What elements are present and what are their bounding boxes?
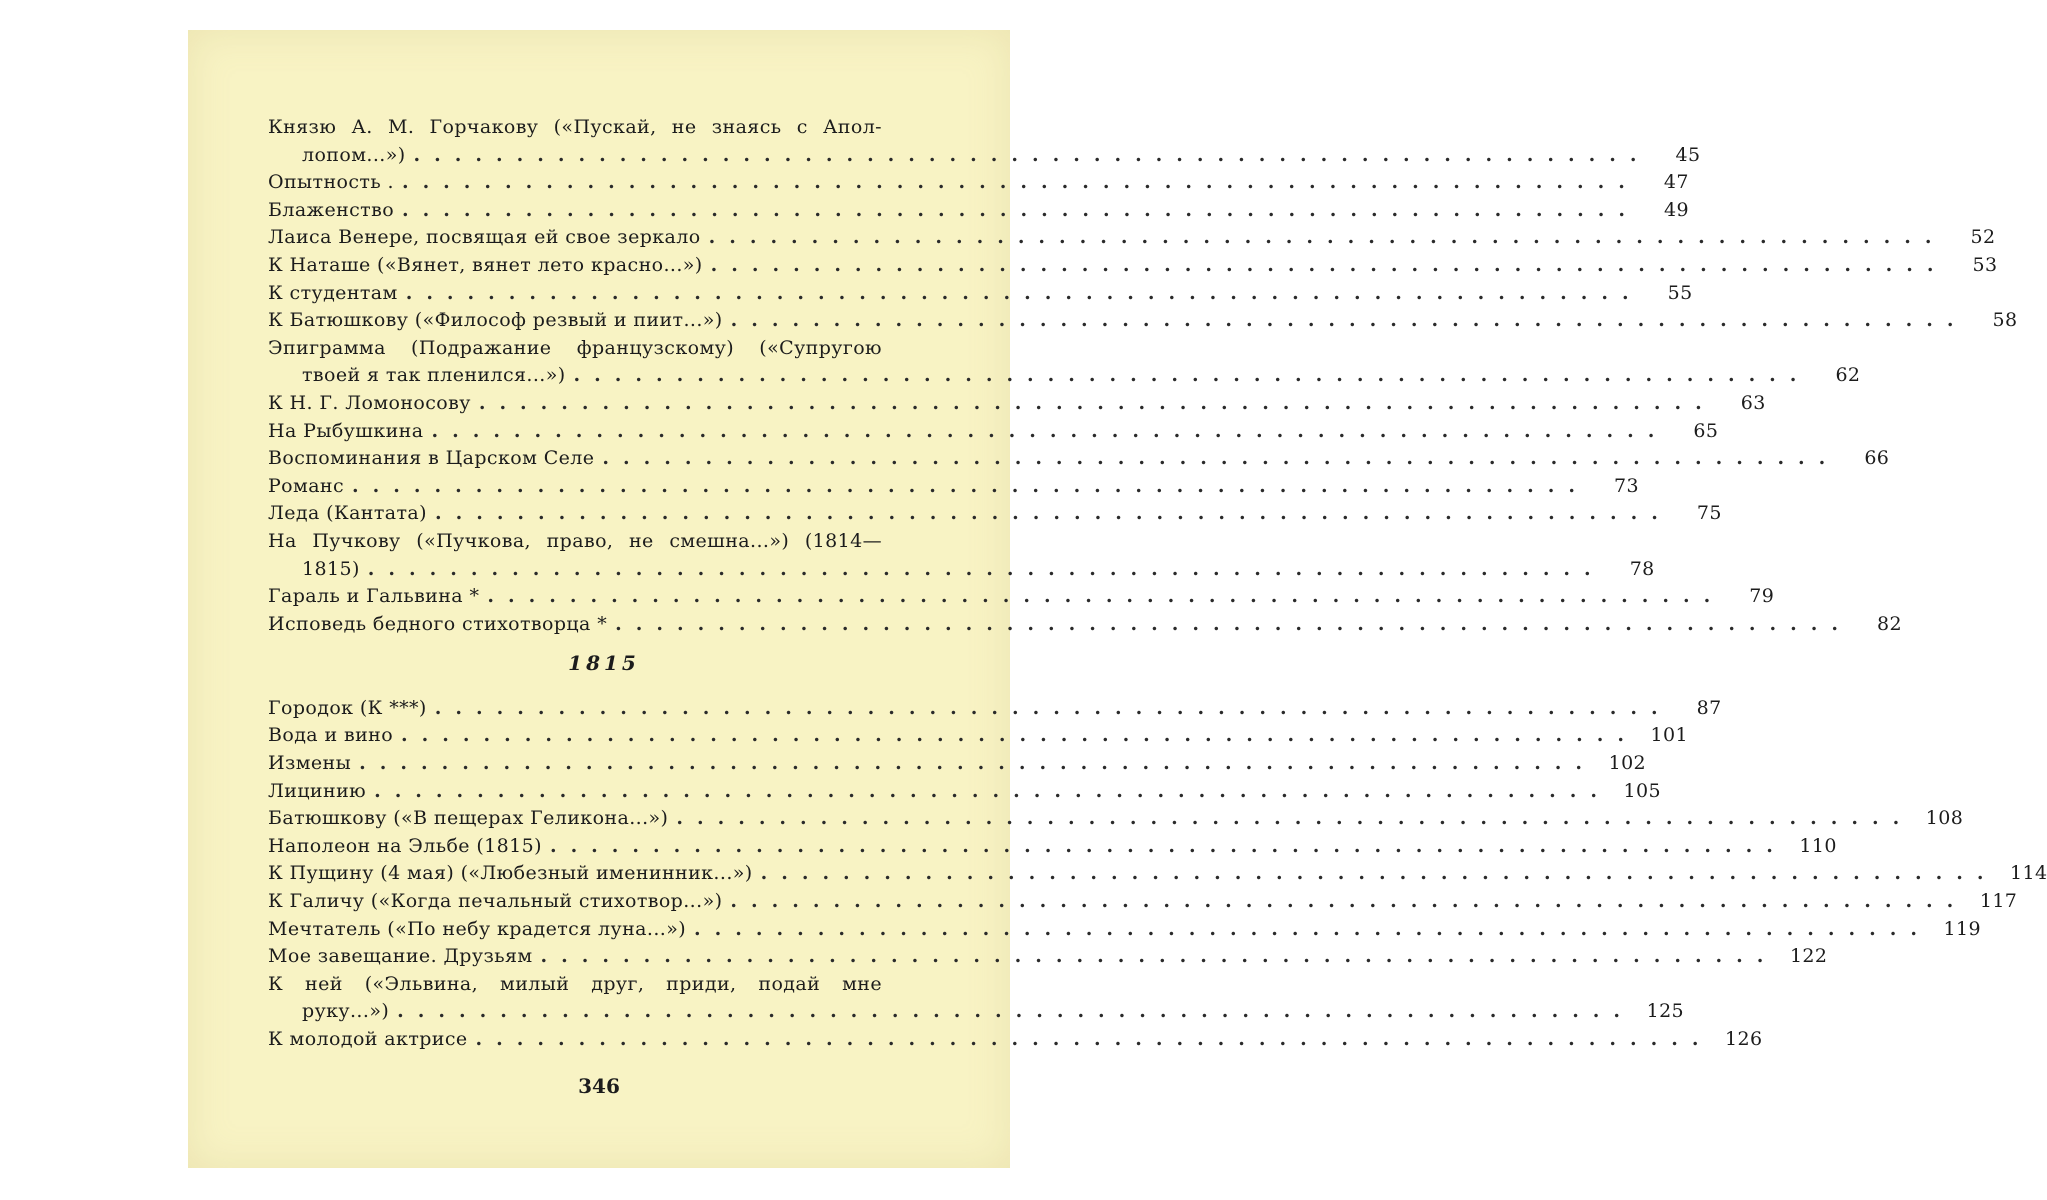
dot-leader: ............................................................ xyxy=(694,917,1931,940)
toc-entry-line xyxy=(268,390,1766,418)
toc-entry-title: На Рыбушкина xyxy=(268,419,424,442)
toc-entry-line xyxy=(268,971,940,999)
dot-leader: ............................................................ xyxy=(434,696,1672,719)
toc-entry-title: руку...») xyxy=(302,1000,390,1023)
toc-entry-continuation xyxy=(268,998,1685,1026)
dot-leader: ............................................................ xyxy=(401,171,1639,194)
book-page xyxy=(188,30,2047,1168)
toc-entry-page: 45 xyxy=(1675,143,1701,166)
toc-entry-page: 82 xyxy=(1877,612,1903,635)
toc-entry-line xyxy=(268,307,2018,335)
toc-entry xyxy=(268,335,1861,390)
toc-entry xyxy=(268,805,1964,833)
toc-entry-line xyxy=(268,169,1689,197)
toc-entry-line xyxy=(268,500,1722,528)
toc-entry xyxy=(268,390,1766,418)
toc-entry-title: К ней («Эльвина, милый друг, приди, подай мне xyxy=(268,972,882,995)
toc-entry-page: 101 xyxy=(1650,724,1688,747)
toc-entry-title: К молодой актрисе xyxy=(268,1028,468,1050)
toc-entry-title: Мое завещание. Друзьям xyxy=(268,945,533,968)
toc-entry-page: 126 xyxy=(1724,1028,1763,1050)
dot-leader: ............................................................ xyxy=(573,364,1811,387)
toc-entry-line xyxy=(268,528,940,556)
toc-entry-line xyxy=(268,197,1689,225)
toc-entry xyxy=(268,418,1719,446)
toc-entry-line xyxy=(268,750,1647,778)
toc-entry-continuation xyxy=(268,362,1861,390)
toc-entry-title: Эпиграмма (Подражание французскому) («Супругою xyxy=(268,336,882,359)
toc-entry-title: Вода и вино xyxy=(268,724,394,747)
toc-entry xyxy=(268,611,1903,639)
toc-entry-line xyxy=(268,943,1828,971)
toc-entry-line xyxy=(268,224,1996,252)
toc-entry-page: 110 xyxy=(1799,834,1837,857)
toc-entry-line xyxy=(268,418,1719,446)
toc-entry-line xyxy=(268,916,1981,944)
dot-leader: ............................................................ xyxy=(397,1000,1635,1023)
toc-entry-page: 79 xyxy=(1749,585,1775,608)
toc-entry xyxy=(268,971,1685,1026)
toc-entry-line xyxy=(268,695,1722,723)
dot-leader: ............................................................ xyxy=(431,419,1669,442)
toc-entry-title: К Н. Г. Ломоносову xyxy=(268,391,471,414)
toc-section-1 xyxy=(268,114,2018,638)
toc-entry-page: 73 xyxy=(1613,474,1639,497)
toc-entry xyxy=(268,695,1722,723)
dot-leader: ............................................................ xyxy=(602,447,1840,470)
dot-leader: ............................................................ xyxy=(367,557,1605,580)
toc-entry xyxy=(268,860,2047,888)
toc-entry-title: Воспоминания в Царском Селе xyxy=(268,447,595,470)
toc-entry-title: Князю А. М. Горчакову («Пускай, не знаясь с Апол- xyxy=(268,116,882,138)
toc-entry xyxy=(268,252,1998,280)
dot-leader: ............................................................ xyxy=(710,253,1948,276)
dot-leader: ............................................................ xyxy=(475,1028,1713,1050)
dot-leader: ............................................................ xyxy=(676,807,1914,830)
toc-entry xyxy=(268,307,2018,335)
toc-entry-title: К Галичу («Когда печальный стихотвор...») xyxy=(268,890,723,913)
dot-leader: ............................................................ xyxy=(413,143,1651,166)
toc-entry-page: 119 xyxy=(1943,917,1981,940)
toc-entry xyxy=(268,445,1890,473)
toc-entry-page: 87 xyxy=(1696,696,1722,719)
toc-entry-line xyxy=(268,445,1890,473)
page-number: 346 xyxy=(578,1074,620,1098)
toc-entry xyxy=(268,224,1996,252)
dot-leader: ............................................................ xyxy=(487,585,1725,608)
toc-entry-line xyxy=(268,335,940,363)
dot-leader: ............................................................ xyxy=(352,474,1589,497)
toc-entry xyxy=(268,888,2018,916)
dot-leader: ............................................................ xyxy=(359,752,1597,775)
toc-entry xyxy=(268,722,1688,750)
dot-leader: ............................................................ xyxy=(374,779,1611,802)
toc-entry-title: Наполеон на Эльбе (1815) xyxy=(268,834,542,857)
toc-entry-line xyxy=(268,805,1964,833)
toc-entry-page: 122 xyxy=(1789,945,1828,968)
toc-entry-line xyxy=(268,473,1639,501)
toc-entry-line xyxy=(268,583,1775,611)
toc-entry-page: 114 xyxy=(2010,862,2047,885)
toc-entry xyxy=(268,916,1981,944)
toc-entry xyxy=(268,280,1693,308)
dot-leader: ............................................................ xyxy=(760,862,1998,885)
toc-entry-page: 105 xyxy=(1623,779,1661,802)
toc-entry xyxy=(268,473,1639,501)
toc-entry-title: Исповедь бедного стихотворца * xyxy=(268,612,608,635)
toc-entry-page: 117 xyxy=(1979,890,2018,913)
dot-leader: ............................................................ xyxy=(708,226,1946,249)
dot-leader: ............................................................ xyxy=(730,309,1968,332)
toc-entry-line xyxy=(268,252,1998,280)
toc-entry-continuation xyxy=(268,142,1701,170)
toc-entry-title: К Пущину (4 мая) («Любезный именинник...») xyxy=(268,862,753,885)
toc-entry-page: 66 xyxy=(1864,447,1890,470)
toc-entry-title: Мечтатель («По небу крадется луна...») xyxy=(268,917,687,940)
toc-entry-title: Романс xyxy=(268,474,345,497)
toc-entry-title: К Батюшкову («Философ резвый и пиит...») xyxy=(268,309,723,332)
toc-entry-page: 55 xyxy=(1667,281,1693,304)
toc-entry-line xyxy=(268,280,1693,308)
dot-leader: ............................................................ xyxy=(478,391,1716,414)
toc-entry xyxy=(268,833,1837,861)
dot-leader: ............................................................ xyxy=(434,502,1672,525)
toc-entry-page: 53 xyxy=(1972,253,1998,276)
toc-entry-title: К Наташе («Вянет, вянет лето красно...») xyxy=(268,253,703,276)
toc-entry xyxy=(268,169,1689,197)
toc-entry-title: На Пучкову («Пучкова, право, не смешна...») (1814— xyxy=(268,529,882,552)
toc-entry-title: Батюшкову («В пещерах Геликона...») xyxy=(268,807,669,830)
toc-entry-title: Блаженство xyxy=(268,198,395,221)
toc-entry-page: 58 xyxy=(1992,309,2018,332)
toc-entry-page: 125 xyxy=(1646,1000,1685,1023)
toc-entry-title: Опытность . xyxy=(268,171,394,194)
toc-entry-line xyxy=(268,860,2047,888)
toc-entry-line xyxy=(268,114,940,142)
toc-entry-title: Лаиса Венере, посвящая ей свое зеркало xyxy=(268,226,701,249)
toc-entry-line xyxy=(268,778,1661,806)
toc-entry-page: 47 xyxy=(1663,171,1689,194)
dot-leader: ............................................................ xyxy=(615,612,1853,635)
toc-entry xyxy=(268,197,1689,225)
toc-entry xyxy=(268,528,1655,583)
toc-entry-page: 52 xyxy=(1970,226,1996,249)
toc-entry-title: твоей я так пленился...») xyxy=(302,364,566,387)
dot-leader: ............................................................ xyxy=(730,890,1968,913)
toc-entry-title: К студентам xyxy=(268,281,398,304)
toc-entry-line xyxy=(268,611,1903,639)
toc-entry xyxy=(268,943,1828,971)
toc-entry-page: 108 xyxy=(1925,807,1964,830)
toc-entry-line xyxy=(268,888,2018,916)
toc-entry-page: 78 xyxy=(1629,557,1655,580)
toc-entry-title: Лицинию xyxy=(268,779,367,802)
toc-entry-title: лопом...») xyxy=(302,143,406,166)
toc-entry-page: 102 xyxy=(1608,752,1647,775)
toc-entry xyxy=(268,583,1775,611)
dot-leader: ............................................................ xyxy=(540,945,1778,968)
table-of-contents xyxy=(268,114,2047,1054)
toc-entry xyxy=(268,750,1647,778)
toc-entry-page: 63 xyxy=(1740,391,1766,414)
dot-leader: ............................................................ xyxy=(402,198,1639,221)
toc-entry-continuation xyxy=(268,556,1655,584)
toc-section-2 xyxy=(268,695,2047,1054)
toc-entry-title: Измены xyxy=(268,752,352,775)
dot-leader: ............................................................ xyxy=(405,281,1643,304)
toc-entry-title: Леда (Кантата) xyxy=(268,502,427,525)
toc-entry xyxy=(268,114,1701,169)
toc-entry xyxy=(268,778,1661,806)
toc-entry-line xyxy=(268,1026,1763,1054)
toc-entry-page: 49 xyxy=(1663,198,1689,221)
toc-entry-line xyxy=(268,722,1688,750)
dot-leader: ............................................................ xyxy=(549,834,1787,857)
toc-entry xyxy=(268,1026,1763,1054)
dot-leader: ............................................................ xyxy=(401,724,1638,747)
toc-entry-title: 1815) xyxy=(302,557,360,580)
toc-entry-page: 75 xyxy=(1696,502,1722,525)
toc-entry-title: Городок (К ***) xyxy=(268,696,427,719)
toc-entry-page: 62 xyxy=(1835,364,1861,387)
toc-entry-page: 65 xyxy=(1693,419,1719,442)
toc-entry xyxy=(268,500,1722,528)
toc-entry-line xyxy=(268,833,1837,861)
toc-entry-title: Гараль и Гальвина * xyxy=(268,585,480,608)
section-heading-1815: 1815 xyxy=(568,651,640,676)
